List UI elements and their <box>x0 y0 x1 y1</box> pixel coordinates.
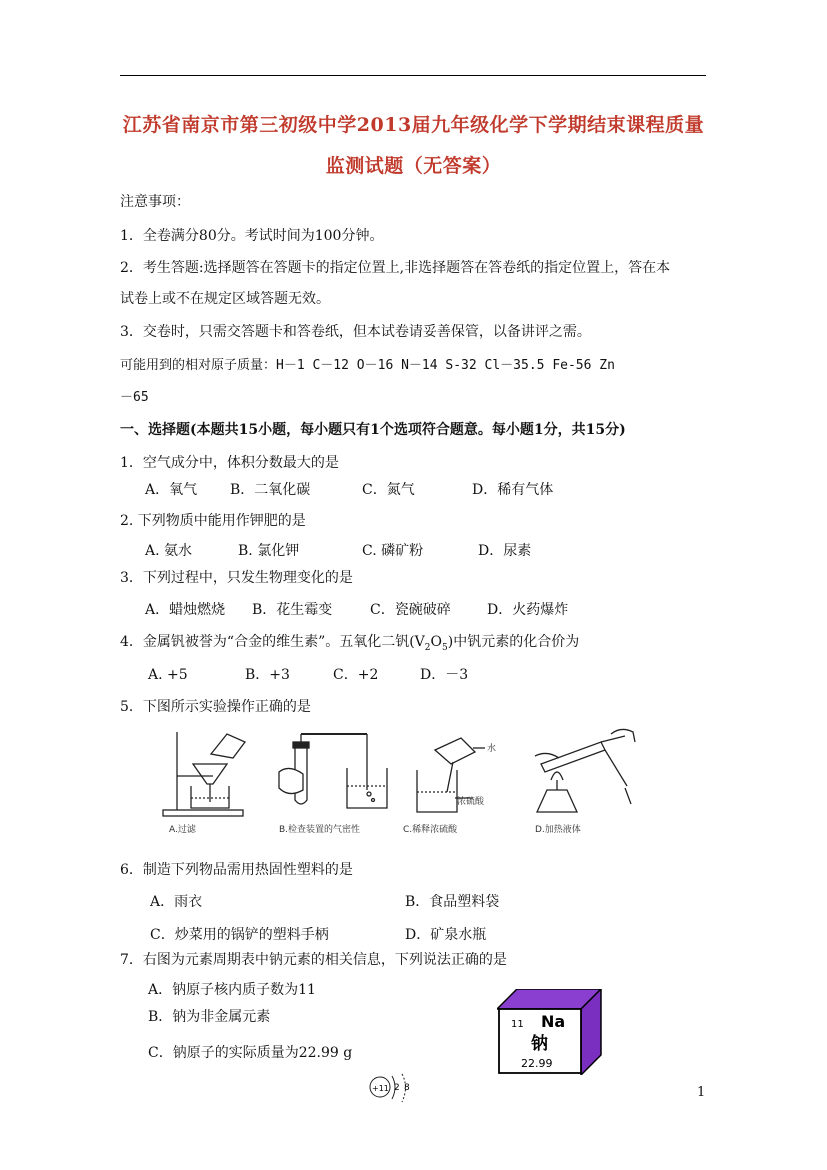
notice-item-1: 1．全卷满分80分。考试时间为100分钟。 <box>120 228 384 244</box>
acid-label: 浓硫酸 <box>457 797 485 807</box>
document-title-line1: 江苏省南京市第三初级中学2013届九年级化学下学期结束课程质量 <box>122 114 705 136</box>
question-3-option-b: B．花生霉变 <box>252 602 333 618</box>
question-3-option-c: C．瓷碗破碎 <box>370 602 451 618</box>
sodium-atom-diagram <box>368 1072 416 1106</box>
question-5-stem: 5．下图所示实验操作正确的是 <box>120 699 311 715</box>
notice-item-3: 3．交卷时，只需交答题卡和答卷纸，但本试卷请妥善保管，以备讲评之需。 <box>120 324 591 340</box>
question-7-stem: 7．右图为元素周期表中钠元素的相关信息，下列说法正确的是 <box>120 952 507 968</box>
sodium-element-card <box>497 989 607 1075</box>
nucleus-charge: +11 <box>372 1084 389 1093</box>
question-4-option-c: C．+2 <box>333 667 379 683</box>
caption-heating: D.加热液体 <box>535 825 581 835</box>
caption-airtightness: B.检查装置的气密性 <box>279 825 361 835</box>
question-1-option-c: C．氮气 <box>362 482 415 498</box>
question-6-option-a: A．雨衣 <box>150 894 203 910</box>
caption-filtration: A.过滤 <box>169 825 196 835</box>
atomic-mass-line-cont: －65 <box>120 390 149 405</box>
caption-dilution: C.稀释浓硫酸 <box>403 825 458 835</box>
question-2-option-a: A. 氨水 <box>145 543 193 559</box>
document-title-line2: 监测试题（无答案） <box>325 155 502 177</box>
shell-2-count: 8 <box>404 1083 410 1093</box>
element-name: 钠 <box>531 1034 548 1054</box>
question-2-option-c: C. 磷矿粉 <box>362 543 424 559</box>
question-4-option-b: B．+3 <box>245 667 290 683</box>
header-rule <box>120 75 706 76</box>
notice-item-2-cont: 试卷上或不在规定区域答题无效。 <box>120 291 330 307</box>
notice-heading: 注意事项： <box>120 194 190 210</box>
question-6-option-c: C．炒菜用的锅铲的塑料手柄 <box>150 927 329 943</box>
question-6-option-d: D．矿泉水瓶 <box>405 927 487 943</box>
question-7-option-c: C．钠原子的实际质量为22.99 g <box>148 1045 353 1061</box>
question-1-option-b: B．二氧化碳 <box>230 482 311 498</box>
question-7-option-b: B．钠为非金属元素 <box>148 1009 271 1025</box>
airtightness-apparatus <box>279 734 387 808</box>
question-4-oxygen: O <box>430 634 443 650</box>
question-2-option-d: D．尿素 <box>478 543 532 559</box>
question-4-option-d: D．－3 <box>420 667 469 683</box>
shell-1-count: 2 <box>394 1083 400 1093</box>
question-1-option-d: D．稀有气体 <box>472 482 554 498</box>
lab-operations-figure <box>155 728 655 840</box>
question-4-stem-tail: )中钒元素的化合价为 <box>447 634 580 650</box>
question-4-subscript-2: 2 <box>424 642 431 653</box>
atomic-mass-line: 可能用到的相对原子质量：H－1 C－12 O－16 N－14 S-32 Cl－35.5 Fe-56 Zn <box>120 358 615 373</box>
filtration-apparatus <box>163 732 245 816</box>
atomic-mass: 22.99 <box>521 1057 553 1070</box>
question-2-stem: 2. 下列物质中能用作钾肥的是 <box>120 513 306 529</box>
question-4-option-a: A. +5 <box>148 667 188 683</box>
question-6-stem: 6．制造下列物品需用热固性塑料的是 <box>120 862 353 878</box>
question-1-option-a: A．氧气 <box>145 482 198 498</box>
question-4-subscript-5: 5 <box>442 642 448 653</box>
question-3-option-a: A．蜡烛燃烧 <box>145 602 226 618</box>
page-number: 1 <box>697 1085 706 1100</box>
element-symbol: Na <box>541 1012 566 1031</box>
water-label: 水 <box>487 744 497 754</box>
question-4-stem <box>120 633 579 657</box>
atomic-number: 11 <box>511 1019 524 1030</box>
question-6-option-b: B．食品塑料袋 <box>405 894 500 910</box>
question-3-stem: 3．下列过程中，只发生物理变化的是 <box>120 570 353 586</box>
question-7-option-a: A．钠原子核内质子数为11 <box>148 982 316 998</box>
notice-item-2: 2．考生答题:选择题答在答题卡的指定位置上,非选择题答在答卷纸的指定位置上，答在本 <box>120 260 671 276</box>
question-3-option-d: D．火药爆炸 <box>487 602 569 618</box>
question-4-stem-text: 4．金属钒被誉为“合金的维生素”。五氧化二钒(V <box>120 634 425 650</box>
question-2-option-b: B. 氯化钾 <box>238 543 300 559</box>
section-heading: 一、选择题(本题共15小题，每小题只有1个选项符合题意。每小题1分，共15分) <box>120 422 626 438</box>
question-1-stem: 1．空气成分中，体积分数最大的是 <box>120 455 339 471</box>
heating-apparatus <box>535 729 635 812</box>
